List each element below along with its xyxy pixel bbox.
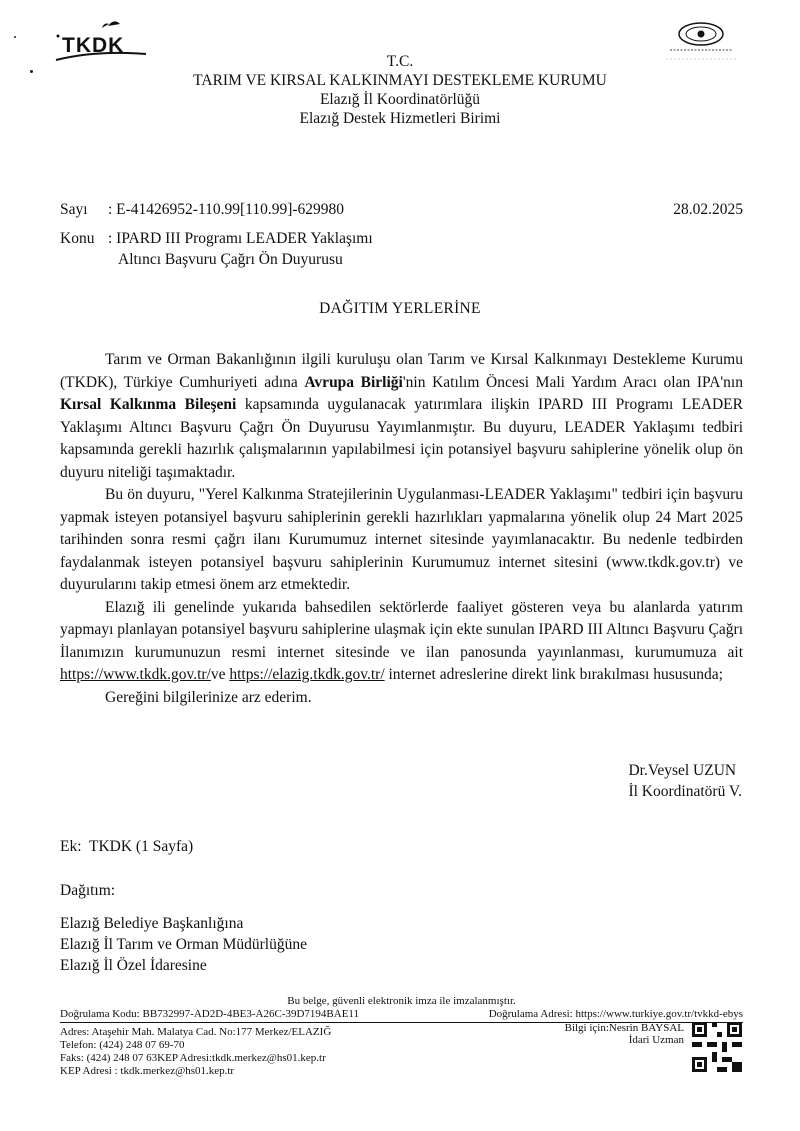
contact-title: İdari Uzman	[628, 1034, 684, 1046]
distribution-title: Dağıtım:	[60, 882, 116, 899]
konu-value: : IPARD III Programı LEADER Yaklaşımı	[108, 230, 373, 247]
header-unit: Elazığ Destek Hizmetleri Birimi	[299, 110, 501, 127]
document-meta	[60, 199, 743, 269]
konu-label: Konu	[60, 230, 95, 247]
tkdk-link[interactable]: https://www.tkdk.gov.tr/	[60, 666, 211, 683]
distribution-item: Elazığ İl Özel İdaresine	[60, 957, 207, 974]
scan-dot	[14, 36, 16, 38]
paragraph-4: Gereğini bilgilerinize arz ederim.	[105, 688, 312, 706]
attachment-line: Ek: TKDK (1 Sayfa)	[60, 838, 194, 855]
paragraph-3: Elazığ ili genelinde yukarıda bahsedilen sektörlerde faaliyet gösteren veya bu alanlarda yatırım yapmayı planlayan potansiyel başvuru sahiplerine ulaşmak için ekte sunulan IPARD III Altıncı Başvuru Çağrı İlanımızın kurumunuzun resmi internet sitesinde ve ilan panosunda yayınlanması, kurumumuza ait https://www.tkdk.gov.tr/ve https://elazig.tkdk.gov.tr/ internet adreslerine direkt link bırakılması hususunda;	[60, 598, 743, 683]
sayi-value: : E-41426952-110.99[110.99]-629980	[108, 201, 345, 218]
phone-line: Telefon: (424) 248 07 69-70	[60, 1039, 185, 1051]
signatory-title: İl Koordinatörü V.	[628, 783, 742, 800]
paragraph-2: Bu ön duyuru, "Yerel Kalkınma Stratejilerinin Uygulanması-LEADER Yaklaşımı" tedbiri için başvuru yapmak isteyen potansiyel başvuru sahiplerinin gerekli hazırlıkları yapmalarına yönelik olup 24 Mart 2025 tarihinden sonra resmi çağrı ilanı Kurumumuz internet sitesinde yayımlanacaktır. Bu nedenle tedbirden faydalanmak isteyen potansiyel başvuru sahiplerinin Kurumumuz internet sitesini (www.tkdk.gov.tr) ve duyurularını takip etmesi önem arz etmektedir.	[60, 486, 743, 593]
contact-person: Bilgi için:Nesrin BAYSAL	[564, 1022, 684, 1034]
konu-value-line2: Altıncı Başvuru Çağrı Ön Duyurusu	[118, 251, 343, 268]
verification-code: Doğrulama Kodu: BB732997-AD2D-4BE3-A26C-39D7194BAE11	[60, 1008, 360, 1020]
distribution-list	[60, 880, 307, 976]
e-signature-note: Bu belge, güvenli elektronik imza ile imzalanmıştır.	[287, 995, 516, 1007]
qr-code-icon	[692, 1022, 742, 1072]
kep-line: KEP Adresi : tkdk.merkez@hs01.kep.tr	[60, 1065, 235, 1077]
contact-info	[565, 1022, 684, 1046]
sayi-label: Sayı	[60, 201, 88, 218]
address-line: Adres: Ataşehir Mah. Malatya Cad. No:177 Merkez/ELAZIĞ	[60, 1026, 332, 1038]
distribution-item: Elazığ Belediye Başkanlığına	[60, 915, 244, 932]
header-office: Elazığ İl Koordinatörlüğü	[319, 91, 481, 108]
recipient-heading: DAĞITIM YERLERİNE	[319, 300, 481, 317]
verification-address[interactable]: Doğrulama Adresi: https://www.turkiye.gov.tr/tvkkd-ebys	[488, 1008, 743, 1020]
letterhead	[0, 52, 800, 128]
distribution-item: Elazığ İl Tarım ve Orman Müdürlüğüne	[60, 936, 307, 953]
verification-row	[60, 1008, 743, 1023]
paragraph-1: Tarım ve Orman Bakanlığının ilgili kuruluşu olan Tarım ve Kırsal Kalkınmayı Destekleme Kurumu (TKDK), Türkiye Cumhuriyeti adına Avrupa Birliği'nin Katılım Öncesi Mali Yardım Aracı olan IPA'nın Kırsal Kalkınma Bileşeni kapsamında uygulanacak yatırımlara ilişkin IPARD III Programı LEADER Yaklaşımı Altıncı Başvuru Çağrı Ön Duyurusu Yayımlanmıştır. Bu duyuru, LEADER Yaklaşımı tedbiri kapsamında gerekli hazırlık çalışmalarının yapılabilmesi için potansiyel başvuru sahiplerine yönelik olup ön duyuru niteliği taşımaktadır.	[60, 351, 743, 481]
header-institution: TARIM VE KIRSAL KALKINMAYI DESTEKLEME KURUMU	[193, 72, 607, 89]
elazig-tkdk-link[interactable]: https://elazig.tkdk.gov.tr/	[229, 666, 385, 683]
logo-text: TKDK	[62, 34, 125, 57]
fax-line: Faks: (424) 248 07 63KEP Adresi:tkdk.merkez@hs01.kep.tr	[60, 1052, 326, 1064]
signatory-name: Dr.Veysel UZUN	[628, 762, 737, 779]
letter-body	[60, 349, 743, 709]
document-date: 28.02.2025	[673, 201, 743, 218]
header-tc: T.C.	[386, 53, 414, 70]
signature-block	[628, 760, 742, 802]
